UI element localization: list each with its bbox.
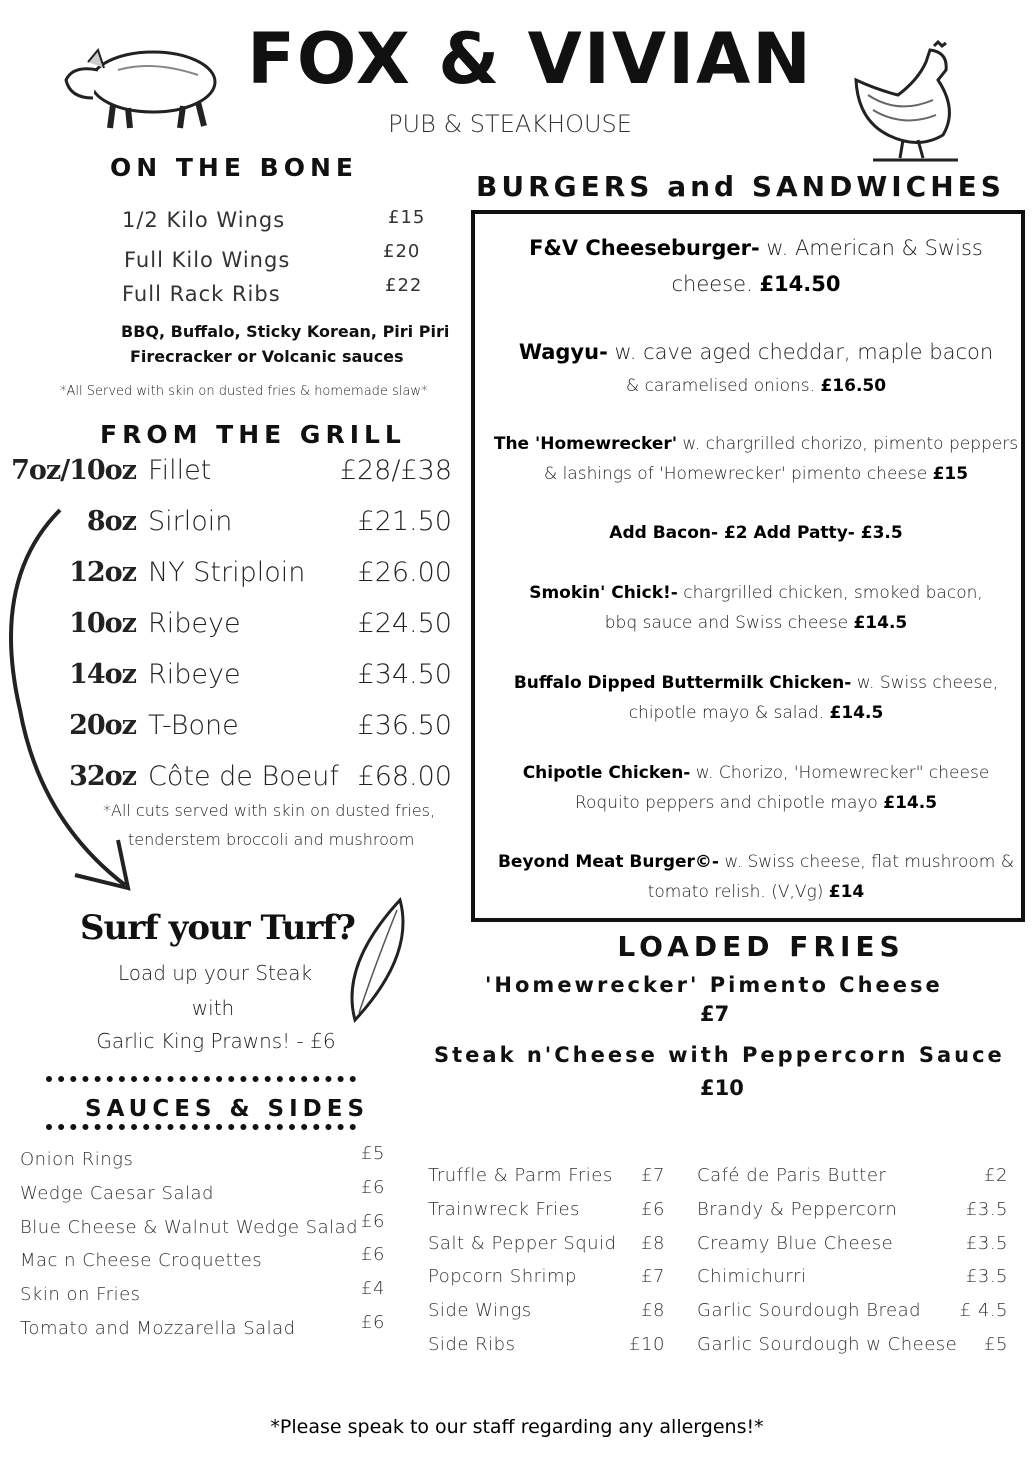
burger-name: Chipotle Chicken-	[522, 763, 691, 783]
burger-price: £14.5	[829, 703, 884, 723]
divider	[46, 1076, 356, 1082]
on-the-bone-note: *All Served with skin on dusted fries & homemade slaw*	[60, 384, 428, 399]
fries-side-price: £6	[641, 1198, 665, 1220]
burger-item-line	[471, 793, 1034, 813]
side-price: £6	[361, 1176, 385, 1198]
menu-item-price: £20	[383, 241, 421, 262]
steak-name: Sirloin	[148, 506, 233, 537]
fries-side-price: £8	[641, 1232, 665, 1254]
grill-note: *All cuts served with skin on dusted fries,	[103, 801, 436, 820]
burger-description: chipotle mayo & salad.	[628, 703, 830, 723]
menu-item-name: Full Kilo Wings	[124, 248, 291, 272]
steak-price: £28/£38	[339, 455, 452, 486]
steak-weight: 10oz	[69, 608, 136, 639]
steak-weight: 12oz	[69, 557, 136, 588]
burger-item-line	[471, 882, 1034, 902]
extra-price: £5	[984, 1334, 1008, 1355]
burger-name: Beyond Meat Burger©-	[497, 852, 719, 872]
burger-name: Buffalo Dipped Buttermilk Chicken-	[513, 673, 852, 693]
steak-price: £26.00	[357, 557, 452, 588]
burger-item-line	[471, 852, 1034, 872]
menu-item-price: £22	[385, 275, 423, 296]
steak-price: £21.50	[357, 506, 452, 537]
burger-item-line	[471, 673, 1034, 693]
burger-item-line	[471, 434, 1034, 454]
burger-item-line	[471, 236, 1034, 260]
burger-item-line	[471, 703, 1034, 723]
fries-side-name: Popcorn Shrimp	[428, 1266, 577, 1288]
steak-name: Côte de Boeuf	[148, 761, 339, 792]
extra-price: £3.5	[965, 1266, 1008, 1288]
steak-weight: 14oz	[69, 659, 136, 690]
burger-price: £15	[932, 464, 969, 484]
fries-side-name: Truffle & Parm Fries	[428, 1165, 613, 1186]
divider	[46, 1124, 356, 1130]
allergen-footer: *Please speak to our staff regarding any allergens!*	[270, 1416, 764, 1438]
steak-name: T-Bone	[148, 710, 239, 741]
on-the-bone-heading: ON THE BONE	[110, 153, 358, 182]
fries-side-price: £7	[641, 1165, 665, 1186]
chicken-illustration-icon	[848, 40, 973, 165]
steak-weight: 32oz	[69, 761, 136, 792]
burger-description: w. American & Swiss	[759, 236, 983, 260]
fries-side-price: £10	[629, 1334, 665, 1355]
side-price: £6	[361, 1210, 385, 1232]
surf-heading: Surf your Turf?	[80, 908, 355, 948]
extra-name: Creamy Blue Cheese	[697, 1232, 894, 1254]
extra-price: £3.5	[965, 1232, 1008, 1254]
loaded-fries-item: Steak n'Cheese with Peppercorn Sauce	[434, 1043, 1005, 1067]
steak-weight: 8oz	[86, 506, 136, 537]
burgers-box	[471, 210, 1025, 922]
burger-item-line	[471, 583, 1034, 603]
menu-item-price: £15	[388, 207, 426, 228]
burger-description: tomato relish. (V,Vg)	[647, 882, 829, 902]
burger-description: & caramelised onions.	[625, 376, 821, 396]
burger-item-line	[471, 763, 1034, 783]
burger-price: £14.5	[883, 793, 938, 813]
surfboard-icon	[345, 895, 410, 1025]
fries-side-name: Side Wings	[428, 1300, 532, 1322]
side-name: Wedge Caesar Salad	[20, 1182, 214, 1204]
surf-text: Garlic King Prawns! - £6	[96, 1029, 336, 1053]
steak-name: Fillet	[148, 455, 212, 486]
burger-description: Roquito peppers and chipotle mayo	[574, 793, 884, 813]
burger-item-line	[471, 464, 1034, 484]
burger-price: £16.50	[820, 376, 887, 396]
burger-item-line	[471, 340, 1034, 364]
menu-item-name: 1/2 Kilo Wings	[122, 208, 286, 232]
pig-illustration-icon	[58, 40, 223, 130]
curved-arrow-icon	[0, 490, 140, 900]
burger-description: w. cave aged cheddar, maple bacon	[607, 340, 994, 364]
side-price: £6	[361, 1244, 385, 1266]
burger-description: w. chargrilled chorizo, pimento peppers	[677, 434, 1019, 454]
burger-description: w. Chorizo, 'Homewrecker" cheese	[690, 763, 990, 783]
burger-item-line	[471, 523, 1034, 543]
surf-text: Load up your Steak	[117, 961, 313, 985]
burgers-heading: BURGERS and SANDWICHES	[476, 170, 1005, 203]
side-name: Onion Rings	[20, 1149, 134, 1170]
loaded-fries-price: £7	[700, 1002, 730, 1026]
burger-description: & lashings of 'Homewrecker' pimento cheese	[543, 464, 933, 484]
extra-name: Brandy & Peppercorn	[697, 1198, 898, 1220]
extra-name: Chimichurri	[697, 1266, 807, 1288]
extra-price: £ 4.5	[959, 1300, 1008, 1322]
sauce-options: BBQ, Buffalo, Sticky Korean, Piri Piri	[121, 322, 450, 341]
sauces-sides-heading: SAUCES & SIDES	[85, 1096, 370, 1122]
burger-description: bbq sauce and Swiss cheese	[604, 613, 854, 633]
loaded-fries-item: 'Homewrecker' Pimento Cheese	[485, 973, 943, 997]
burger-description: cheese.	[671, 272, 760, 296]
burger-name: F&V Cheeseburger-	[529, 236, 760, 260]
burger-name: Smokin' Chick!-	[529, 583, 678, 603]
steak-weight: 20oz	[69, 710, 136, 741]
fries-side-price: £8	[641, 1300, 665, 1322]
steak-name: Ribeye	[148, 659, 241, 690]
side-price: £6	[361, 1312, 385, 1333]
extra-price: £2	[984, 1165, 1008, 1186]
burger-item-line	[471, 376, 1034, 396]
extra-name: Garlic Sourdough Bread	[697, 1300, 922, 1322]
grill-note: tenderstem broccoli and mushroom	[128, 830, 415, 849]
surf-text: with	[191, 996, 235, 1020]
steak-weight: 7oz/10oz	[11, 455, 136, 486]
fries-side-name: Side Ribs	[428, 1334, 516, 1355]
side-name: Skin on Fries	[20, 1284, 141, 1306]
burger-description: chargrilled chicken, smoked bacon,	[677, 583, 983, 603]
sauce-options: Firecracker or Volcanic sauces	[130, 347, 404, 366]
burger-description: w. Swiss cheese,	[851, 673, 999, 693]
burger-name: The 'Homewrecker'	[493, 434, 678, 454]
side-name: Mac n Cheese Croquettes	[20, 1250, 263, 1272]
steak-name: NY Striploin	[148, 557, 306, 588]
loaded-fries-heading: LOADED FRIES	[617, 930, 905, 963]
burger-price: £14	[828, 882, 865, 902]
side-price: £4	[361, 1278, 385, 1300]
grill-heading: FROM THE GRILL	[100, 420, 406, 449]
steak-price: £68.00	[357, 761, 452, 792]
steak-price: £24.50	[357, 608, 452, 639]
extra-name: Garlic Sourdough w Cheese	[697, 1334, 958, 1355]
steak-price: £34.50	[357, 659, 452, 690]
burger-name: Add Bacon- £2 Add Patty- £3.5	[609, 523, 903, 543]
burger-description: w. Swiss cheese, flat mushroom &	[718, 852, 1015, 872]
restaurant-title: FOX & VIVIAN	[247, 18, 813, 100]
fries-side-price: £7	[641, 1266, 665, 1288]
burger-item-line	[471, 272, 1034, 296]
menu-item-name: Full Rack Ribs	[122, 282, 281, 306]
extra-price: £3.5	[965, 1198, 1008, 1220]
side-price: £5	[361, 1143, 385, 1164]
fries-side-name: Salt & Pepper Squid	[428, 1232, 617, 1254]
fries-side-name: Trainwreck Fries	[428, 1198, 580, 1220]
burger-price: £14.50	[759, 272, 841, 296]
burger-name: Wagyu-	[518, 340, 608, 364]
burger-price: £14.5	[853, 613, 908, 633]
side-name: Tomato and Mozzarella Salad	[20, 1318, 296, 1339]
loaded-fries-price: £10	[700, 1076, 744, 1100]
steak-price: £36.50	[357, 710, 452, 741]
restaurant-subtitle: PUB & STEAKHOUSE	[388, 110, 632, 138]
burger-item-line	[471, 613, 1034, 633]
steak-name: Ribeye	[148, 608, 241, 639]
extra-name: Café de Paris Butter	[697, 1165, 887, 1186]
side-name: Blue Cheese & Walnut Wedge Salad	[20, 1216, 359, 1238]
